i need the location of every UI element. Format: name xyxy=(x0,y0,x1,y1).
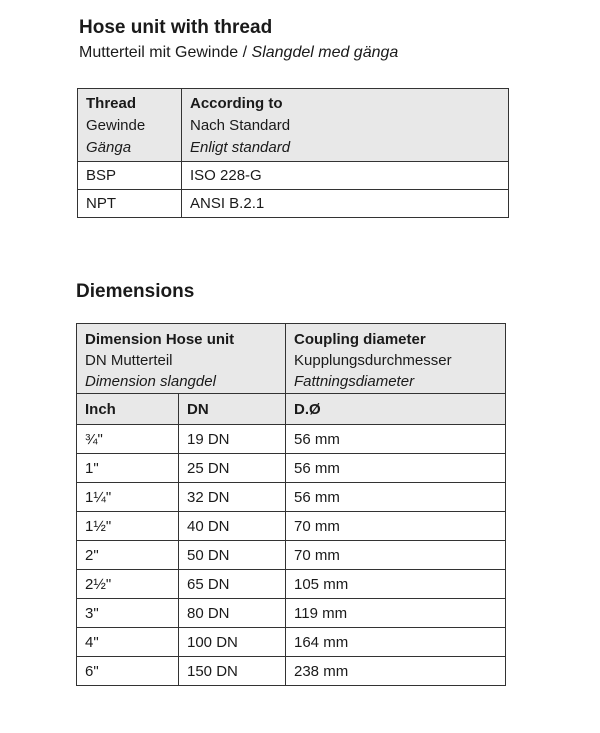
header-de: DN Mutterteil xyxy=(85,352,173,369)
thread-cell: NPT xyxy=(78,190,182,218)
dn-cell: 19 DN xyxy=(179,425,286,454)
header-de: Kupplungsdurchmesser xyxy=(294,352,452,369)
thread-table-header xyxy=(78,89,509,162)
column-header-row xyxy=(77,394,506,425)
inch-cell: 1" xyxy=(77,454,179,483)
diameter-cell: 119 mm xyxy=(286,599,506,628)
thread-table xyxy=(77,88,509,218)
thread-cell: BSP xyxy=(78,162,182,190)
table-row xyxy=(77,570,506,599)
table-row xyxy=(78,162,509,190)
header-sv: Fattningsdiameter xyxy=(294,373,415,390)
standard-cell: ANSI B.2.1 xyxy=(182,190,509,218)
section-title-hose-unit: Hose unit with thread xyxy=(79,17,273,38)
table-row xyxy=(77,454,506,483)
coupling-header-cell xyxy=(286,324,506,394)
inch-cell: 1¼" xyxy=(77,483,179,512)
dimensions-table xyxy=(76,323,506,686)
header-en: Dimension Hose unit xyxy=(85,331,235,348)
dn-cell: 65 DN xyxy=(179,570,286,599)
dn-cell: 150 DN xyxy=(179,657,286,686)
header-en: According to xyxy=(190,95,283,112)
inch-cell: 2½" xyxy=(77,570,179,599)
column-header-dn: DN xyxy=(179,394,286,425)
section-subtitle xyxy=(79,44,398,62)
diameter-cell: 105 mm xyxy=(286,570,506,599)
table-row xyxy=(77,541,506,570)
table-row xyxy=(77,657,506,686)
inch-cell: 6" xyxy=(77,657,179,686)
inch-cell: 1½" xyxy=(77,512,179,541)
diameter-cell: 56 mm xyxy=(286,425,506,454)
dn-cell: 80 DN xyxy=(179,599,286,628)
subtitle-german: Mutterteil mit Gewinde / xyxy=(79,44,248,61)
diameter-cell: 70 mm xyxy=(286,512,506,541)
subtitle-swedish: Slangdel med gänga xyxy=(251,44,399,61)
table-row xyxy=(77,425,506,454)
standard-cell: ISO 228-G xyxy=(182,162,509,190)
dn-cell: 100 DN xyxy=(179,628,286,657)
diameter-cell: 70 mm xyxy=(286,541,506,570)
header-sv: Enligt standard xyxy=(190,139,291,156)
standard-header-cell xyxy=(182,89,509,162)
table-row xyxy=(77,512,506,541)
dn-cell: 25 DN xyxy=(179,454,286,483)
inch-cell: ¾" xyxy=(77,425,179,454)
inch-cell: 2" xyxy=(77,541,179,570)
section-title-dimensions: Diemensions xyxy=(76,281,195,302)
diameter-cell: 56 mm xyxy=(286,483,506,512)
column-header-diameter: D.Ø xyxy=(286,394,506,425)
table-row xyxy=(77,483,506,512)
table-row xyxy=(77,628,506,657)
diameter-cell: 238 mm xyxy=(286,657,506,686)
header-sv: Dimension slangdel xyxy=(85,373,216,390)
header-de: Nach Standard xyxy=(190,117,291,134)
inch-cell: 4" xyxy=(77,628,179,657)
dimensions-table-header xyxy=(77,324,506,394)
header-en: Thread xyxy=(86,95,137,112)
table-row xyxy=(78,190,509,218)
header-sv: Gänga xyxy=(86,139,132,156)
dimension-header-cell xyxy=(77,324,286,394)
header-en: Coupling diameter xyxy=(294,331,426,348)
diameter-cell: 56 mm xyxy=(286,454,506,483)
dn-cell: 32 DN xyxy=(179,483,286,512)
dn-cell: 40 DN xyxy=(179,512,286,541)
diameter-cell: 164 mm xyxy=(286,628,506,657)
thread-header-cell xyxy=(78,89,182,162)
column-header-inch: Inch xyxy=(77,394,179,425)
dn-cell: 50 DN xyxy=(179,541,286,570)
inch-cell: 3" xyxy=(77,599,179,628)
table-row xyxy=(77,599,506,628)
header-de: Gewinde xyxy=(86,117,146,134)
